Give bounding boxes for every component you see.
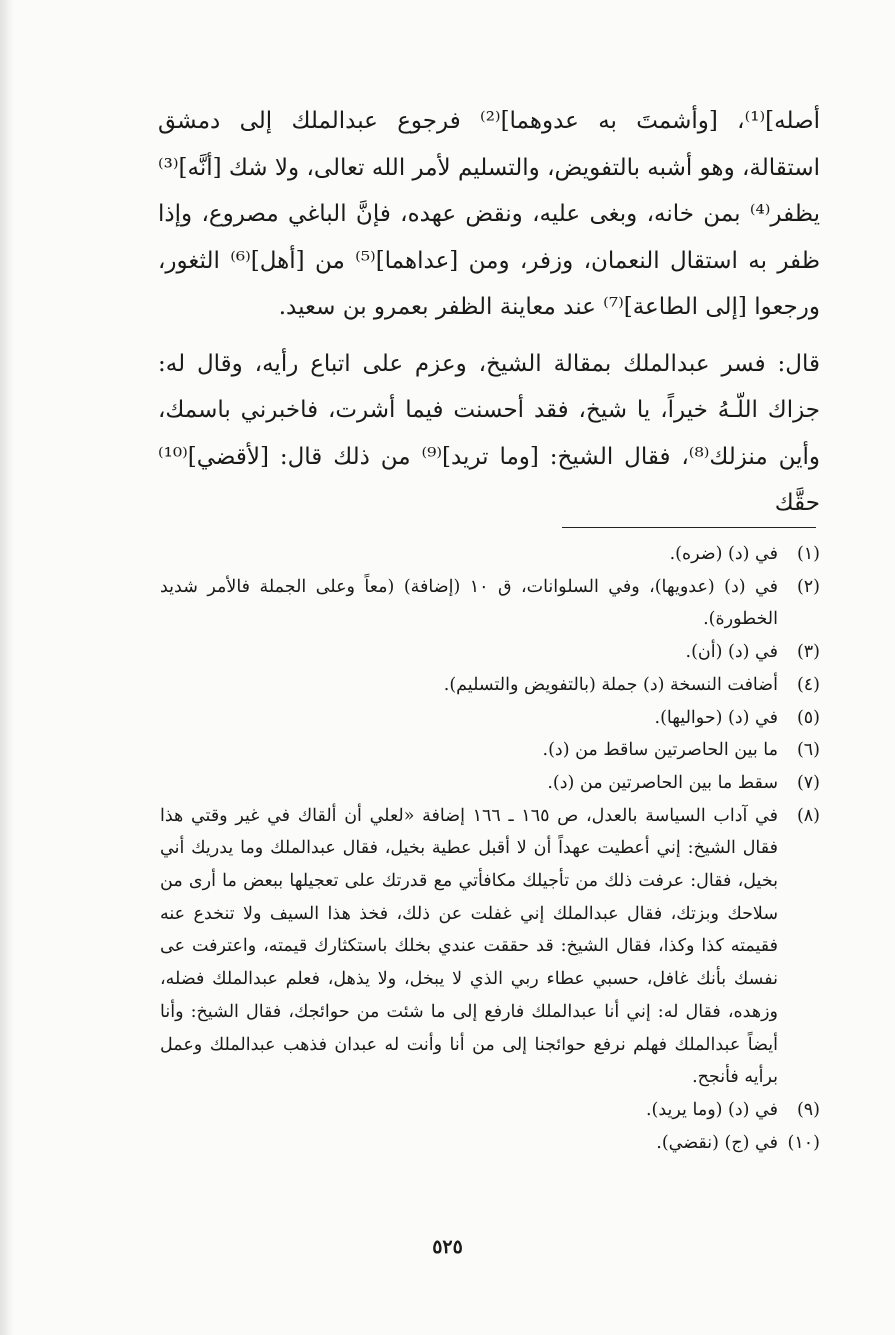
footnote-separator <box>562 527 816 528</box>
footnote-9 <box>160 1094 820 1127</box>
scan-edge-shadow <box>0 0 14 1335</box>
footnote-text: في (د) (ضره). <box>669 544 778 564</box>
body-paragraph-1: أصله]⁽¹⁾، [وأشمتَ به عدوهما]⁽²⁾ فرجوع عبدالملك إلى دمشق استقالة، وهو أشبه بالتفويض، والتسليم لأمر الله تعالى، ولا شك [أنَّه]⁽³⁾ يظفر⁽⁴⁾ بمن خانه، وبغى عليه، ونقض عهده، فإنَّ الباغي مصروع، وإذا ظفر به استقال النعمان، وزفر، ومن [عداهما]⁽⁵⁾ من [أهل]⁽⁶⁾ الثغور، ورجعوا [إلى الطاعة]⁽⁷⁾ عند معاينة الظفر بعمرو بن سعيد. <box>158 108 820 320</box>
footnote-text: في آداب السياسة بالعدل، ص ١٦٥ ـ ١٦٦ إضافة «لعلي أن ألقاك في غير وقتي هذا فقال الشيخ: إني أعطيت عهداً أن لا أقبل عطية بخيل، فقال عبدالملك وما يدريك أني بخيل، فقال: عرفت ذلك من تأجيلك مكافأتي مع قدرتك على تعجيلها ببعض ما أرى من سلاحك وبزتك، فقال عبدالملك إني غفلت عن ذلك، فخذ هذا السيف ولا تنخدع عنه فقيمته كذا وكذا، فقال الشيخ: قد حققت عندي بخلك باستكثارك قيمته، واعترفت عى نفسك بأنك غافل، حسبي عطاء ربي الذي لا يبخل، ولا يذهل، فعلم عبدالملك فضله، وزهده، فقال له: إني أنا عبدالملك فارفع إلى ما شئت من حوائجك، فقال الشيخ: وأنا أيضاً عبدالملك فهلم نرفع حوائجنا إلى من أنا وأنت له عبدان فذهب عبدالملك وعمل برأيه فأنجح. <box>160 805 778 1088</box>
body-paragraph-2: قال: فسر عبدالملك بمقالة الشيخ، وعزم على اتباع رأيه، وقال له: جزاك اللّـهُ خيراً، يا شيخ، فقد أحسنت فيما أشرت، فاخبرني باسمك، وأين منزلك⁽⁸⁾، فقال الشيخ: [وما تريد]⁽⁹⁾ من ذلك قال: [لأقضي]⁽¹⁰⁾حقَّك <box>158 350 820 516</box>
footnote-number: (٦) <box>796 740 820 761</box>
footnote-number: (٤) <box>796 674 820 695</box>
footnote-number: (١٠) <box>787 1132 820 1153</box>
footnote-4 <box>160 669 820 702</box>
footnote-number: (٥) <box>796 707 820 728</box>
footnote-1 <box>160 538 820 571</box>
footnote-8 <box>160 800 820 1094</box>
footnote-7 <box>160 767 820 800</box>
footnote-text: في (ج) (نقضي). <box>656 1132 778 1153</box>
footnote-number: (٢) <box>796 576 820 597</box>
footnote-10 <box>160 1127 820 1160</box>
footnote-number: (٣) <box>796 642 820 663</box>
footnote-text: ما بين الحاصرتين ساقط من (د). <box>542 740 778 761</box>
footnote-number: (٧) <box>796 772 820 793</box>
footnote-text: في (د) (أن). <box>685 642 778 663</box>
footnote-number: (٨) <box>796 805 820 826</box>
footnote-text: أضافت النسخة (د) جملة (بالتفويض والتسليم). <box>443 674 778 695</box>
footnote-text: في (د) (عدويها)، وفي السلوانات، ق ١٠ (إضافة) (معاً وعلى الجملة فالأمر شديد الخطورة). <box>160 576 778 630</box>
footnote-text: سقط ما بين الحاصرتين من (د). <box>547 772 778 793</box>
footnote-number: (٩) <box>796 1099 820 1120</box>
page-number: ٥٢٥ <box>432 1236 463 1258</box>
main-text <box>158 98 820 527</box>
footnotes <box>160 538 820 1159</box>
footnote-text: في (د) (حواليها). <box>654 707 778 728</box>
footnote-2 <box>160 571 820 636</box>
footnote-text: في (د) (وما يريد). <box>645 1099 778 1120</box>
footnote-5 <box>160 702 820 735</box>
footnote-3 <box>160 636 820 669</box>
footnote-6 <box>160 734 820 767</box>
footnote-number: (١) <box>796 544 820 564</box>
